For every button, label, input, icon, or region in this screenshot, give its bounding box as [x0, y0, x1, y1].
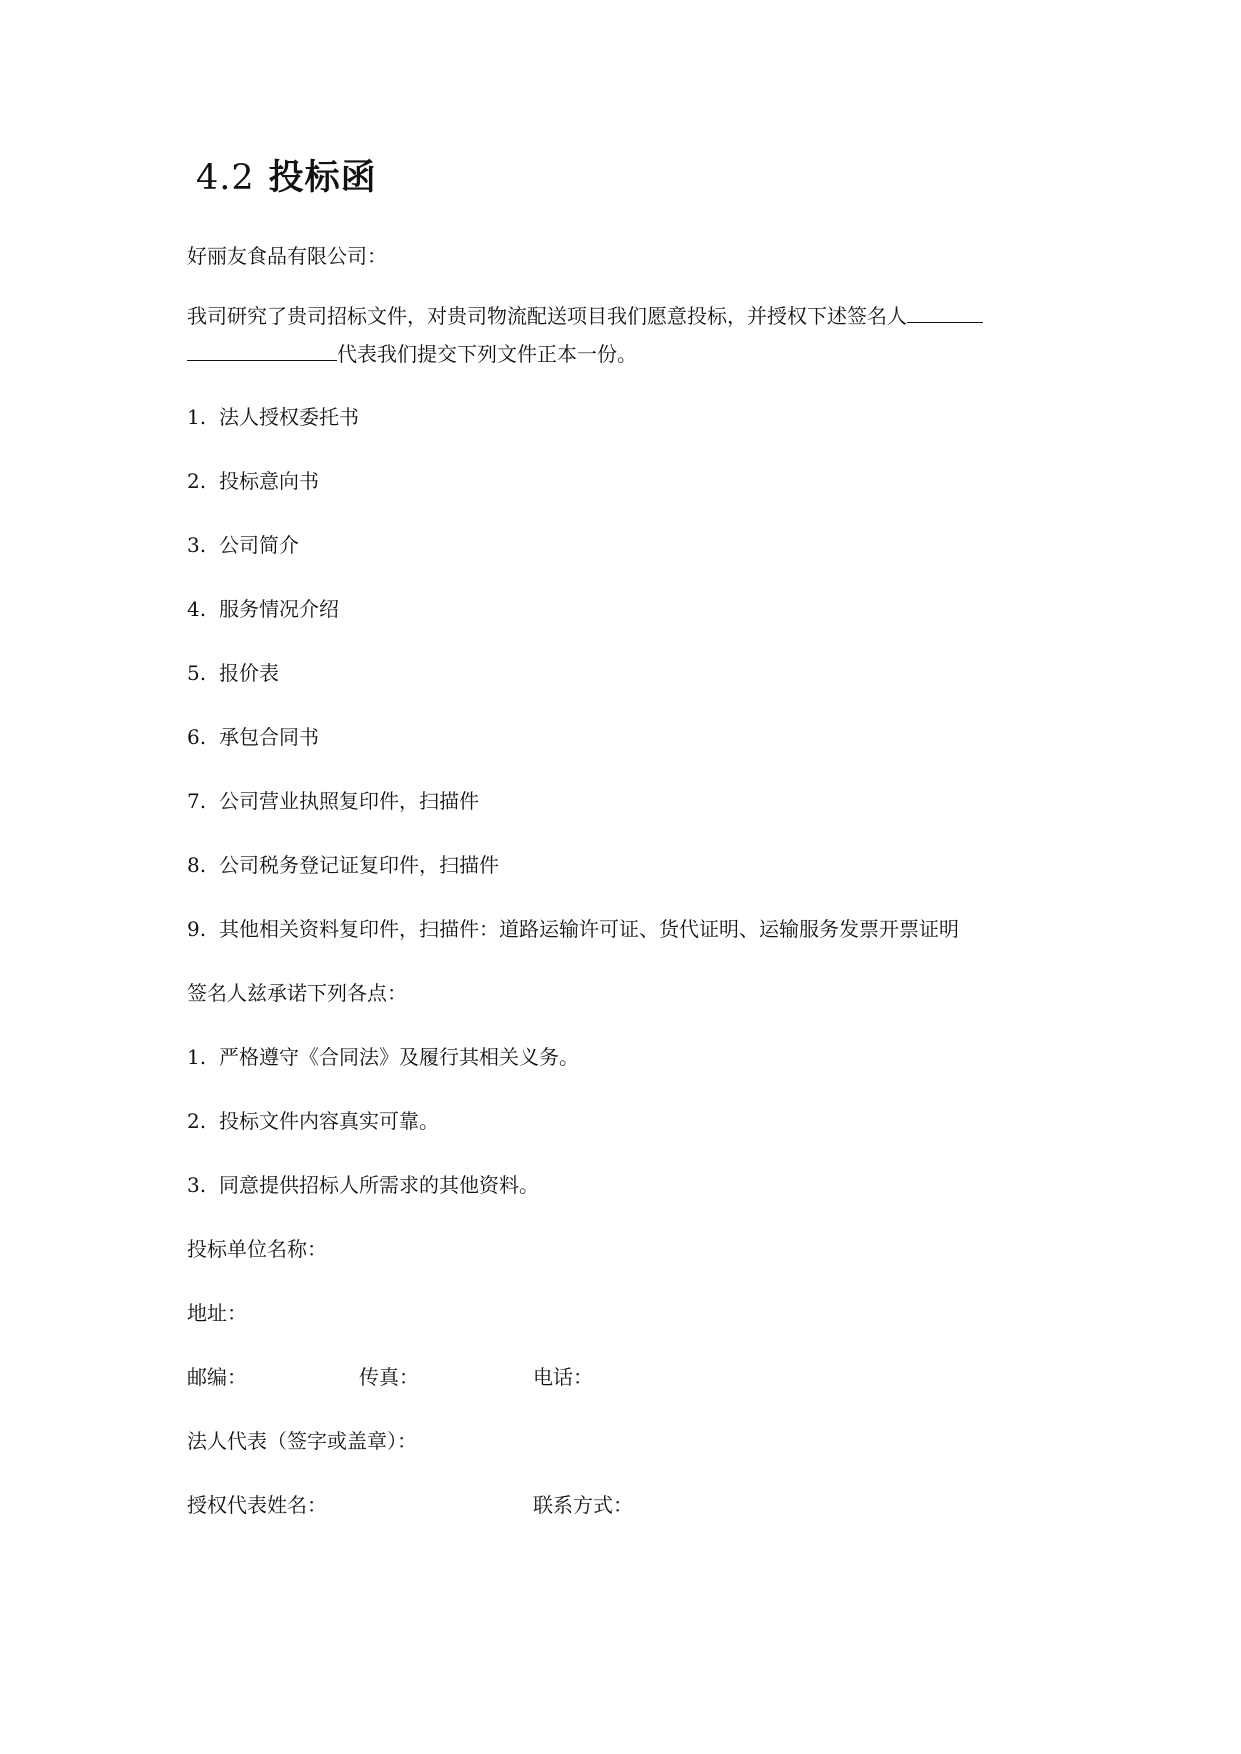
item-number: 2.	[187, 469, 207, 493]
signatory-blank-2	[187, 340, 337, 361]
item-text: 报价表	[219, 661, 279, 685]
addressee: 好丽友食品有限公司：	[187, 244, 387, 268]
document-item	[187, 659, 279, 687]
item-number: 7.	[187, 789, 207, 813]
item-text: 严格遵守《合同法》及履行其相关义务。	[219, 1045, 579, 1069]
commitment-item	[187, 1107, 439, 1135]
section-heading	[196, 150, 377, 200]
commitment-item	[187, 1043, 579, 1071]
item-number: 4.	[187, 597, 207, 621]
item-text: 公司营业执照复印件，扫描件	[219, 789, 479, 813]
intro-line-2	[187, 340, 637, 368]
fax-label: 传真：	[359, 1365, 419, 1389]
commitment-item	[187, 1171, 539, 1199]
auth-rep-label: 授权代表姓名：	[187, 1493, 327, 1517]
auth-rep-row	[187, 1491, 633, 1519]
item-number: 1.	[187, 1045, 207, 1069]
phone-label: 电话：	[533, 1365, 593, 1389]
item-text: 投标文件内容真实可靠。	[219, 1109, 439, 1133]
document-item	[187, 531, 299, 559]
section-title: 投标函	[268, 158, 377, 198]
item-text: 承包合同书	[219, 725, 319, 749]
item-number: 9.	[187, 917, 207, 941]
document-item	[187, 467, 319, 495]
item-text: 公司税务登记证复印件，扫描件	[219, 853, 499, 877]
intro-line-1	[187, 302, 983, 330]
document-item	[187, 723, 319, 751]
signatory-blank-1	[907, 302, 983, 323]
item-number: 1.	[187, 405, 207, 429]
item-number: 8.	[187, 853, 207, 877]
item-text: 服务情况介绍	[219, 597, 339, 621]
document-item	[187, 787, 479, 815]
intro-text-1: 我司研究了贵司招标文件，对贵司物流配送项目我们愿意投标，并授权下述签名人	[187, 304, 907, 328]
document-item	[187, 403, 359, 431]
document-item	[187, 915, 959, 943]
company-name-label: 投标单位名称：	[187, 1237, 327, 1261]
item-text: 公司简介	[219, 533, 299, 557]
legal-rep-label: 法人代表（签字或盖章）：	[187, 1429, 417, 1453]
item-text: 法人授权委托书	[219, 405, 359, 429]
item-number: 5.	[187, 661, 207, 685]
item-number: 3.	[187, 1173, 207, 1197]
item-number: 2.	[187, 1109, 207, 1133]
item-number: 6.	[187, 725, 207, 749]
item-text: 同意提供招标人所需求的其他资料。	[219, 1173, 539, 1197]
postcode-label: 邮编：	[187, 1365, 247, 1389]
item-number: 3.	[187, 533, 207, 557]
intro-text-2: 代表我们提交下列文件正本一份。	[337, 342, 637, 366]
item-text: 其他相关资料复印件，扫描件：道路运输许可证、货代证明、运输服务发票开票证明	[219, 917, 959, 941]
document-item	[187, 595, 339, 623]
section-number: 4.2	[196, 158, 255, 198]
contact-method-label: 联系方式：	[533, 1493, 633, 1517]
document-item	[187, 851, 499, 879]
item-text: 投标意向书	[219, 469, 319, 493]
commitment-intro: 签名人兹承诺下列各点：	[187, 981, 407, 1005]
address-label: 地址：	[187, 1301, 247, 1325]
contact-row	[187, 1363, 593, 1391]
